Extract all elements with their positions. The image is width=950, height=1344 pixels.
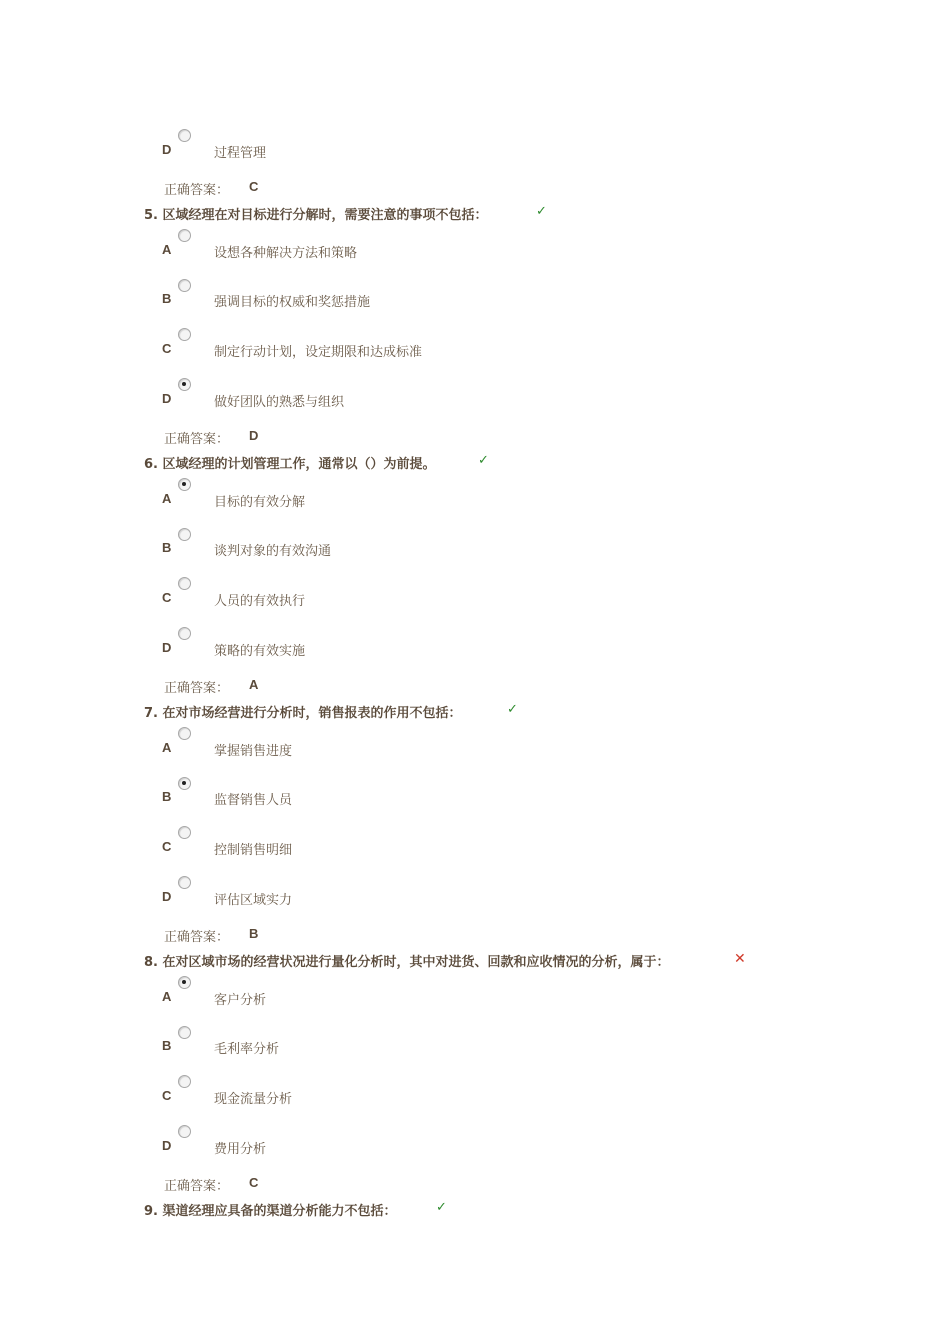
option-text: 制定行动计划，设定期限和达成标准 <box>214 345 423 360</box>
correct-answer-label: 正确答案： <box>164 681 230 696</box>
correct-answer-label: 正确答案： <box>164 183 230 198</box>
option-text: 现金流量分析 <box>214 1092 293 1107</box>
radio-button[interactable] <box>178 577 191 590</box>
option-text: 毛利率分析 <box>214 1042 280 1057</box>
option-letter: D <box>162 391 172 406</box>
option-row[interactable] <box>162 726 662 766</box>
correct-answer-value: C <box>249 179 259 194</box>
option-text: 人员的有效执行 <box>214 594 306 609</box>
radio-button[interactable] <box>178 328 191 341</box>
radio-button[interactable] <box>178 627 191 640</box>
radio-button[interactable] <box>178 229 191 242</box>
option-row[interactable] <box>162 527 662 567</box>
correct-answer-label: 正确答案： <box>164 1179 230 1194</box>
option-text: 控制销售明细 <box>214 843 293 858</box>
question-text: 6. 区域经理的计划管理工作，通常以（）为前提。 <box>144 457 436 472</box>
option-text: 谈判对象的有效沟通 <box>214 544 332 559</box>
correct-answer-value: D <box>249 428 259 443</box>
correct-answer-label: 正确答案： <box>164 930 230 945</box>
option-row[interactable] <box>162 128 662 168</box>
option-row[interactable] <box>162 1025 662 1065</box>
option-text: 监督销售人员 <box>214 793 293 808</box>
question-text: 8. 在对区域市场的经营状况进行量化分析时，其中对进货、回款和应收情况的分析，属于： <box>144 955 670 970</box>
option-text: 掌握销售进度 <box>214 744 293 759</box>
option-row[interactable] <box>162 278 662 318</box>
radio-button[interactable] <box>178 727 191 740</box>
radio-button[interactable] <box>178 826 191 839</box>
option-text: 费用分析 <box>214 1142 267 1157</box>
option-letter: B <box>162 291 172 306</box>
correct-answer <box>164 428 259 448</box>
correct-answer-value: A <box>249 677 259 692</box>
option-letter: A <box>162 989 172 1004</box>
option-text: 评估区域实力 <box>214 893 293 908</box>
question-title <box>144 951 746 971</box>
option-row[interactable] <box>162 477 662 517</box>
correct-check-icon: ✓ <box>436 1200 447 1215</box>
radio-button-selected[interactable] <box>178 478 191 491</box>
option-row[interactable] <box>162 228 662 268</box>
correct-check-icon: ✓ <box>507 702 518 717</box>
question-title <box>144 453 489 473</box>
option-row[interactable] <box>162 327 662 367</box>
option-letter: A <box>162 740 172 755</box>
radio-button[interactable] <box>178 528 191 541</box>
option-text: 客户分析 <box>214 993 267 1008</box>
option-letter: B <box>162 1038 172 1053</box>
correct-answer <box>164 179 259 199</box>
option-row[interactable] <box>162 377 662 417</box>
question-text: 9. 渠道经理应具备的渠道分析能力不包括： <box>144 1204 397 1219</box>
question-title <box>144 702 518 722</box>
correct-answer-value: C <box>249 1175 259 1190</box>
option-row[interactable] <box>162 1124 662 1164</box>
radio-button[interactable] <box>178 129 191 142</box>
correct-check-icon: ✓ <box>478 453 489 468</box>
option-row[interactable] <box>162 975 662 1015</box>
option-text: 过程管理 <box>214 146 267 161</box>
correct-answer-label: 正确答案： <box>164 432 230 447</box>
radio-button[interactable] <box>178 279 191 292</box>
option-letter: D <box>162 142 172 157</box>
option-letter: A <box>162 242 172 257</box>
option-letter: B <box>162 540 172 555</box>
option-row[interactable] <box>162 825 662 865</box>
radio-button[interactable] <box>178 1075 191 1088</box>
correct-answer <box>164 677 259 697</box>
option-letter: C <box>162 590 172 605</box>
option-row[interactable] <box>162 776 662 816</box>
correct-check-icon: ✓ <box>536 204 547 219</box>
option-letter: A <box>162 491 172 506</box>
option-letter: C <box>162 1088 172 1103</box>
question-title <box>144 1200 447 1220</box>
option-row[interactable] <box>162 576 662 616</box>
option-text: 目标的有效分解 <box>214 495 306 510</box>
question-text: 5. 区域经理在对目标进行分解时，需要注意的事项不包括： <box>144 208 488 223</box>
option-letter: C <box>162 839 172 854</box>
correct-answer <box>164 1175 259 1195</box>
option-letter: D <box>162 1138 172 1153</box>
radio-button[interactable] <box>178 1026 191 1039</box>
radio-button[interactable] <box>178 876 191 889</box>
option-letter: C <box>162 341 172 356</box>
option-letter: D <box>162 640 172 655</box>
radio-button[interactable] <box>178 1125 191 1138</box>
radio-button-selected[interactable] <box>178 378 191 391</box>
question-title <box>144 204 547 224</box>
radio-button-selected[interactable] <box>178 777 191 790</box>
option-row[interactable] <box>162 626 662 666</box>
wrong-cross-icon: ✕ <box>734 951 746 967</box>
correct-answer-value: B <box>249 926 259 941</box>
option-text: 设想各种解决方法和策略 <box>214 246 358 261</box>
question-text: 7. 在对市场经营进行分析时，销售报表的作用不包括： <box>144 706 462 721</box>
correct-answer <box>164 926 259 946</box>
option-row[interactable] <box>162 875 662 915</box>
option-letter: D <box>162 889 172 904</box>
radio-button-selected[interactable] <box>178 976 191 989</box>
option-text: 强调目标的权威和奖惩措施 <box>214 295 371 310</box>
option-row[interactable] <box>162 1074 662 1114</box>
option-text: 做好团队的熟悉与组织 <box>214 395 345 410</box>
option-text: 策略的有效实施 <box>214 644 306 659</box>
option-letter: B <box>162 789 172 804</box>
